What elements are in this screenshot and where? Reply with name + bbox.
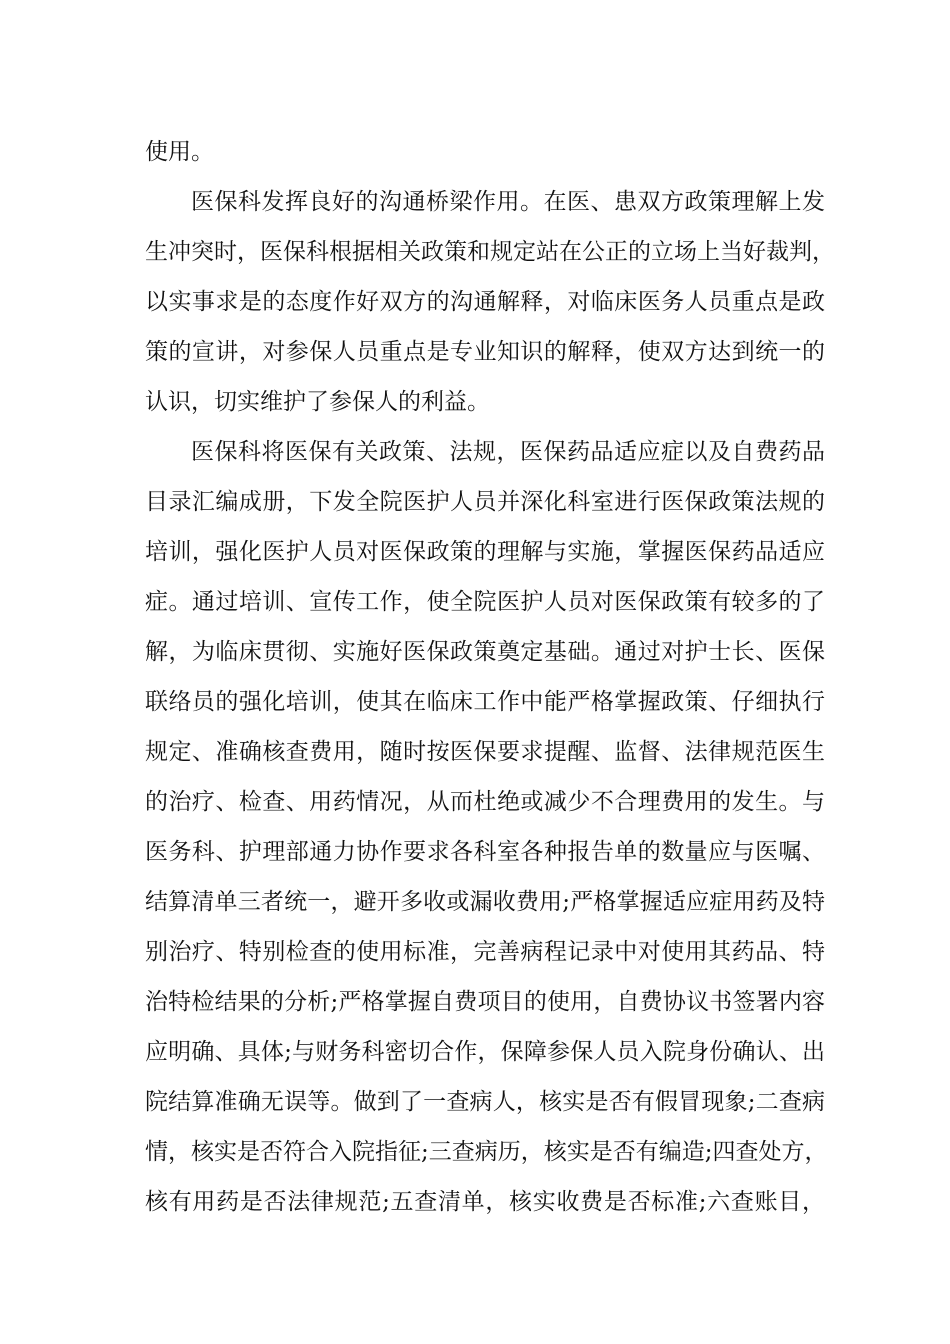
text-line: 培训，强化医护人员对医保政策的理解与实施，掌握医保药品适应 [145, 539, 825, 565]
text-line: 应明确、具体;与财务科密切合作，保障参保人员入院身份确认、出 [145, 1039, 825, 1065]
paragraph-first-line: 医保科将医保有关政策、法规，医保药品适应症以及自费药品 [191, 439, 825, 465]
text-line: 别治疗、特别检查的使用标准，完善病程记录中对使用其药品、特 [145, 939, 825, 965]
paragraph-first-line: 医保科发挥良好的沟通桥梁作用。在医、患双方政策理解上发 [191, 189, 825, 215]
text-line: 生冲突时，医保科根据相关政策和规定站在公正的立场上当好裁判， [145, 239, 835, 265]
text-line: 策的宣讲，对参保人员重点是专业知识的解释，使双方达到统一的 [145, 339, 825, 365]
text-line: 核有用药是否法律规范;五查清单，核实收费是否标准;六查账目， [145, 1189, 825, 1215]
text-line: 症。通过培训、宣传工作，使全院医护人员对医保政策有较多的了 [145, 589, 825, 615]
text-line: 解，为临床贯彻、实施好医保政策奠定基础。通过对护士长、医保 [145, 639, 825, 665]
text-line: 目录汇编成册，下发全院医护人员并深化科室进行医保政策法规的 [145, 489, 825, 515]
text-line: 规定、准确核查费用，随时按医保要求提醒、监督、法律规范医生 [145, 739, 825, 765]
text-line: 院结算准确无误等。做到了一查病人，核实是否有假冒现象;二查病 [145, 1089, 825, 1115]
text-line: 的治疗、检查、用药情况，从而杜绝或减少不合理费用的发生。与 [145, 789, 825, 815]
text-line: 联络员的强化培训，使其在临床工作中能严格掌握政策、仔细执行 [145, 689, 825, 715]
body-text [145, 127, 835, 1227]
text-line: 使用。 [145, 139, 214, 165]
text-line: 治特检结果的分析;严格掌握自费项目的使用，自费协议书签署内容 [145, 989, 825, 1015]
text-line: 以实事求是的态度作好双方的沟通解释，对临床医务人员重点是政 [145, 289, 825, 315]
text-line: 认识，切实维护了参保人的利益。 [145, 389, 490, 415]
text-line: 情，核实是否符合入院指征;三查病历，核实是否有编造;四查处方， [145, 1139, 828, 1165]
text-line: 结算清单三者统一，避开多收或漏收费用;严格掌握适应症用药及特 [145, 889, 825, 915]
text-line: 医务科、护理部通力协作要求各科室各种报告单的数量应与医嘱、 [145, 839, 825, 865]
